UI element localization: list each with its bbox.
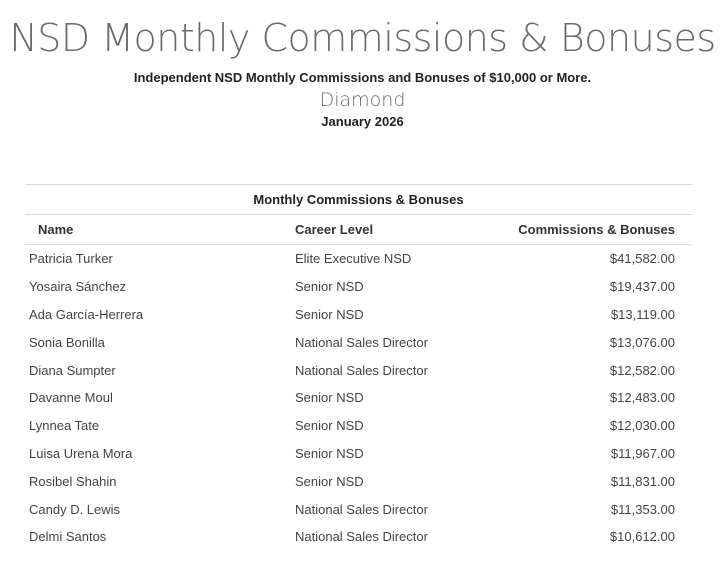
cell-career-level: National Sales Director [295,334,428,350]
commissions-table-container [25,184,692,551]
cell-career-level: Elite Executive NSD [295,251,412,267]
table-row [25,495,692,523]
cell-name: Yosaira Sánchez [29,279,127,295]
table-row [25,467,692,495]
cell-name: Lynnea Tate [29,418,100,434]
period-label: January 2026 [321,114,404,129]
column-header-name[interactable]: Name [25,215,295,245]
cell-name: Luisa Urena Mora [29,445,133,461]
cell-amount: $10,612.00 [609,529,675,545]
table-caption-row [25,185,692,215]
table-row [25,245,692,273]
cell-name: Patricia Turker [29,251,113,267]
table-row [25,412,692,440]
commissions-table [25,184,692,551]
cell-career-level: National Sales Director [295,501,428,517]
table-body [25,245,692,551]
table-row [25,440,692,468]
table-row [25,328,692,356]
cell-career-level: Senior NSD [295,445,364,461]
level-heading: Diamond [319,89,406,111]
column-header-career-level[interactable]: Career Level [295,215,505,245]
table-row [25,356,692,384]
cell-career-level: Senior NSD [295,306,364,322]
cell-amount: $11,967.00 [610,445,675,461]
cell-name: Rosibel Shahin [29,473,117,489]
table-row [25,301,692,329]
cell-career-level: Senior NSD [295,390,364,406]
cell-amount: $13,076.00 [609,334,675,350]
cell-amount: $19,437.00 [609,279,675,295]
cell-career-level: National Sales Director [295,529,428,545]
cell-career-level: Senior NSD [295,279,364,295]
cell-career-level: Senior NSD [295,473,364,489]
cell-name: Ada García-Herrera [29,306,144,322]
cell-amount: $12,030.00 [609,418,675,434]
cell-name: Diana Sumpter [29,362,116,378]
cell-amount: $12,483.00 [609,390,675,406]
cell-amount: $41,582.00 [609,251,675,267]
cell-amount: $11,831.00 [610,473,675,489]
cell-name: Candy D. Lewis [29,501,121,517]
cell-amount: $13,119.00 [610,306,675,322]
cell-amount: $11,353.00 [610,501,675,517]
page-title: NSD Monthly Commissions & Bonuses [9,16,716,60]
cell-career-level: Senior NSD [295,418,364,434]
table-row [25,273,692,301]
cell-name: Sonia Bonilla [29,334,105,350]
page-subtitle: Independent NSD Monthly Commissions and Bonuses of $10,000 or More. [133,70,592,85]
table-row [25,523,692,551]
table-caption: Monthly Commissions & Bonuses [25,185,692,215]
column-header-amount[interactable]: Commissions & Bonuses [505,215,692,245]
cell-name: Delmi Santos [29,529,107,545]
cell-amount: $12,582.00 [609,362,675,378]
table-header-row [25,215,692,245]
cell-name: Davanne Moul [29,390,113,406]
table-row [25,384,692,412]
cell-career-level: National Sales Director [295,362,428,378]
